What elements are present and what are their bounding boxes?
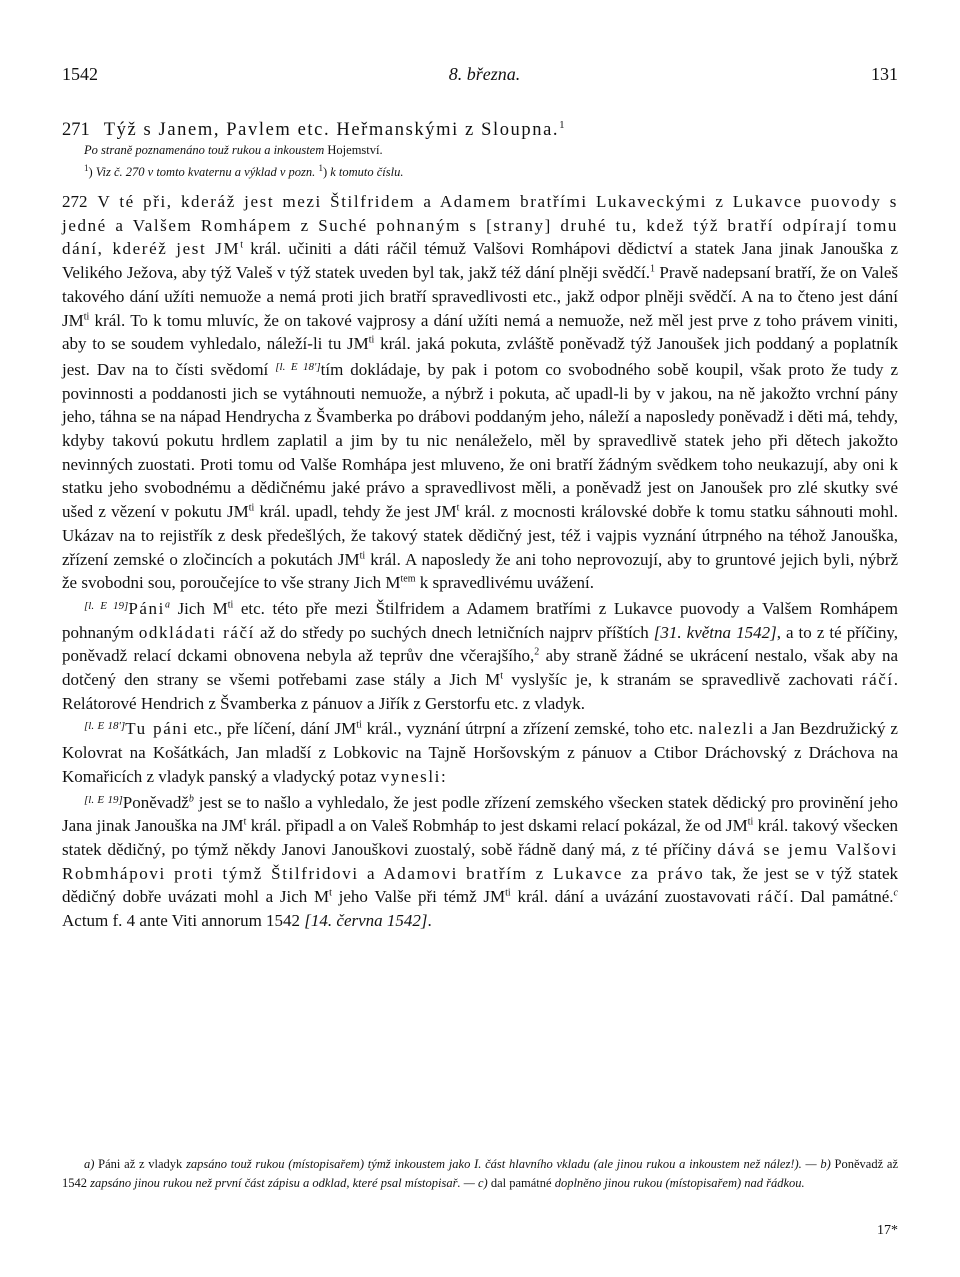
text: král. To k tomu mluvíc, že on takové vajprosy a dání užíti nemá a nemuože, než měl jest prve z toho právem viniti, aby to se soudem vyhledalo, náleží-li tu JM bbox=[62, 310, 898, 354]
note-italic: zapsáno jinou rukou než první část zápisu a odklad, které psal místopisař. bbox=[90, 1175, 461, 1190]
margin-note bbox=[84, 142, 898, 158]
footnote-marker-2: 1 bbox=[318, 163, 323, 173]
superscript: t bbox=[243, 816, 247, 828]
superscript: t bbox=[329, 887, 332, 899]
text: král., vyznání útrpní a zřízení zemské, toho etc. bbox=[361, 719, 699, 739]
text: Poněvadž bbox=[122, 792, 189, 812]
superscript: ti bbox=[227, 599, 234, 611]
text: král. A naposledy že ani toho neprovozují, aby to gruntové jejich byli, nýbrž že svobodni sou, poroučejíce to vše strany Jich M bbox=[62, 549, 898, 593]
text: , a to z té příčiny, poněvadž relací dckami obnovena nebyla až teprův dne včerajšího, bbox=[62, 622, 899, 666]
entry-271-heading bbox=[62, 114, 898, 141]
footnote-ref: 2 bbox=[534, 646, 540, 658]
text-spaced: dává se jemu Valšovi Robmhápovi proti týmž Štilfridovi a Adamovi bratřím z Lukavce za právo bbox=[62, 839, 898, 883]
superscript: ti bbox=[368, 334, 375, 346]
entry-272-body bbox=[62, 190, 898, 933]
superscript: ti bbox=[83, 310, 90, 322]
text: : bbox=[440, 766, 446, 786]
folio-ref: [l. E 18'] bbox=[275, 360, 321, 373]
critical-apparatus bbox=[62, 1155, 898, 1192]
text: Jich M bbox=[169, 598, 228, 618]
note-italic: doplněno jinou rukou (místopisařem) nad řádkou. bbox=[554, 1175, 805, 1190]
text: král. dání a uvázání zuostavovati bbox=[510, 887, 758, 907]
paragraph-1 bbox=[62, 190, 898, 595]
footnote-tail: k tomuto číslu. bbox=[330, 165, 404, 180]
text-spaced: Páni bbox=[128, 598, 165, 618]
note-italic: zapsáno touž rukou (místopisařem) týmž inkoustem jako I. část hlavního vkladu (ale jinou rukou a inkoustem než nález!). bbox=[186, 1157, 802, 1171]
text: Actum f. 4 ante Viti annorum 1542 bbox=[62, 911, 305, 931]
text: jest se to našlo a vyhledalo, že jest podle zřízení zemského všecken statek dědický pro provinění jeho Jana jinak Janouška na JM bbox=[62, 792, 898, 836]
text: král. takový všecken statek dědičný, po týmž někdy Janovi Janouškovi zuostalý, sobě řádně daný má, z té příčiny bbox=[62, 816, 898, 859]
footnote-ref: 1 bbox=[649, 263, 655, 275]
text: . bbox=[427, 911, 432, 931]
entry-271-footnote: $^1$) Viz č. 270 v tomto kvaternu a výklad v pozn. $^1$) k tomuto číslu. bbox=[84, 163, 404, 180]
text: aby straně žádné se ukrácení nestalo, však aby na dotčený den strany se všemi potřebami zase stály a Jich M bbox=[62, 646, 899, 690]
note-text: Poněvadž až 1542 bbox=[62, 1157, 899, 1190]
text: tak, že jest se v týž statek dědičný dobře uvázati mohl a Jich M bbox=[62, 863, 898, 907]
text: . Relátorové Hendrich z Švamberka z pánuov a Jiřík z Gerstorfu etc. z vladyk. bbox=[62, 670, 898, 713]
text: Pravě nadepsaní bratří, že on Valeš takového dání užíti nemuože a nemá proti jich bratří spravedlivosti etc., jakž odpor plněji svědčí. A na to čteno jest dání JM bbox=[62, 263, 898, 330]
text: etc. této pře mezi Štilfridem a Adamem bratřími z Lukavce puovody a Valšem Romhápem pohnaným bbox=[62, 598, 898, 642]
entry-number: 272 bbox=[62, 192, 88, 211]
entry-text: Týž s Janem, Pavlem etc. Heřmanskými z Sloupna. bbox=[103, 120, 560, 141]
text: k spravedlivému uvážení. bbox=[415, 573, 594, 593]
folio-ref: [l. E 18'] bbox=[84, 720, 126, 733]
text: tím dokládaje, by pak i potom co svobodného sobě koupil, však proto že tudy z povinnosti a poddanosti jich se vytáhnouti nemuože, a nýbrž i pokuta, ač upadl-li by v jakou, na ně jakožto vrchní pány jeho, táhna se na nápad Hendrycha z Švamberka po drábovi poddaným jeho, náleží a naposledy poněvadž i děti má, tehdy, kdyby takovú pokutu hrdlem zaplatil a jim by tu nic nenáleželo, měl by spravedlivě statek jeho při dětech jakožto nevinných zuostati. Proti tomu od Valše Romhápa jest mluveno, že oni bratří žádným svědkem toho neukazují, aby oni k statku jeho svobodnému a dědičnému jaké právo a spravedlivost měli, a poněvadž jest on Janoušek pro zlé skutky své ušed z vězení v pokutu JM bbox=[62, 359, 899, 522]
text-spaced: Tu páni bbox=[125, 719, 189, 739]
superscript: t bbox=[500, 670, 504, 682]
footnote-ref: 1 bbox=[559, 119, 567, 131]
note-italic: Po straně poznamenáno touž rukou a inkoustem bbox=[84, 143, 325, 157]
footnote-marker: 1 bbox=[84, 163, 89, 173]
text-spaced: ráčí bbox=[757, 887, 790, 907]
note-marker: a bbox=[164, 599, 170, 611]
text-spaced: V té při, kderáž jest mezi Štilfridem a Adamem bratřími Lukaveckými z Lukavce puovody s jedné a Valšem Romhápem z Suché pohnaným s [strany] druhé tu, kdež týž bratří odpírají tomu dání, kderéž jest JM bbox=[62, 192, 898, 259]
note-marker: b bbox=[188, 792, 194, 804]
paragraph-2 bbox=[62, 595, 898, 716]
text-spaced: odkládati ráčí bbox=[138, 622, 255, 642]
paragraph-3 bbox=[62, 715, 898, 788]
paragraph-4 bbox=[62, 789, 898, 933]
note-label: a) bbox=[84, 1157, 95, 1171]
note-text: Páni až z vladyk bbox=[94, 1157, 187, 1171]
header-date: 8. března. bbox=[448, 64, 521, 84]
page-number: 131 bbox=[871, 64, 898, 84]
entry-number: 271 bbox=[62, 120, 90, 141]
text: a Jan Bezdružický z Kolovrat na Košátkách, Jan mladší z Lobkovic na Tajně Horšovským z pánuov a Ctibor Dráchovský z Dráchova na Komařicích z vladyk panský a vladycký potaz bbox=[62, 719, 898, 786]
superscript: ti bbox=[359, 549, 366, 561]
superscript: tem bbox=[400, 573, 416, 585]
text: až do středy po suchých dnech letničních najprv příštích bbox=[255, 622, 654, 642]
text: král. z mocnosti královské dobře k tomu statku sáhnouti mohl. Ukázav na to rejistřík z desk předešlých, že takový statek dědičný jest, též i vajpis vyznání útrpného na téhož Janouška, zřízení zemské o zločincích a pokutách JM bbox=[62, 502, 898, 569]
note-label: — c) bbox=[460, 1175, 488, 1190]
superscript: t bbox=[456, 502, 460, 514]
superscript: ti bbox=[356, 719, 362, 731]
text: král. připadl a on Valeš Robmháp to jest dskami relací pokázal, že od JM bbox=[246, 816, 748, 836]
note-plain: Hojemství. bbox=[324, 143, 383, 157]
text: etc., pře líčení, dání JM bbox=[188, 719, 357, 739]
signature-mark: 17* bbox=[877, 1223, 898, 1238]
note-label: — b) bbox=[801, 1157, 831, 1171]
text: vyslyšíc je, k stranám se spravedlivě zachovati bbox=[503, 670, 862, 690]
text-spaced: vynesli bbox=[380, 766, 441, 786]
footnote-text: Viz č. 270 v tomto kvaternu a výklad v pozn. bbox=[95, 165, 316, 180]
date-editorial: [31. května 1542] bbox=[653, 622, 777, 642]
text: král. jaká pokuta, zvláště poněvadž týž Janoušek jich poddaný a poplatník jest. Dav na to čísti svědomí bbox=[62, 334, 898, 379]
note-text: dal památné bbox=[487, 1175, 555, 1190]
text-spaced: nalezli bbox=[698, 719, 755, 739]
header-year: 1542 bbox=[62, 64, 98, 84]
text: král. upadl, tehdy že jest JM bbox=[254, 502, 457, 522]
date-editorial: [14. června 1542] bbox=[304, 911, 428, 931]
superscript: t bbox=[240, 239, 243, 251]
note-marker: c bbox=[893, 887, 898, 899]
text: král. učiniti a dáti ráčil témuž Valšovi Romhápovi dědictví a statek Jana jinak Janouška z Velikého Ježova, aby týž Valeš v týž statek uveden byl tak, jakž též dání plněji svědčí. bbox=[62, 239, 898, 283]
superscript: ti bbox=[248, 502, 255, 514]
superscript: ti bbox=[747, 816, 754, 828]
text: jeho Valše při témž JM bbox=[331, 887, 506, 907]
folio-ref: [l. E 19] bbox=[84, 599, 129, 612]
text: . Dal památné. bbox=[789, 887, 894, 907]
text-spaced: ráčí bbox=[861, 670, 894, 690]
page-header bbox=[62, 63, 898, 85]
superscript: ti bbox=[505, 887, 511, 899]
folio-ref: [l. E 19] bbox=[84, 793, 123, 806]
